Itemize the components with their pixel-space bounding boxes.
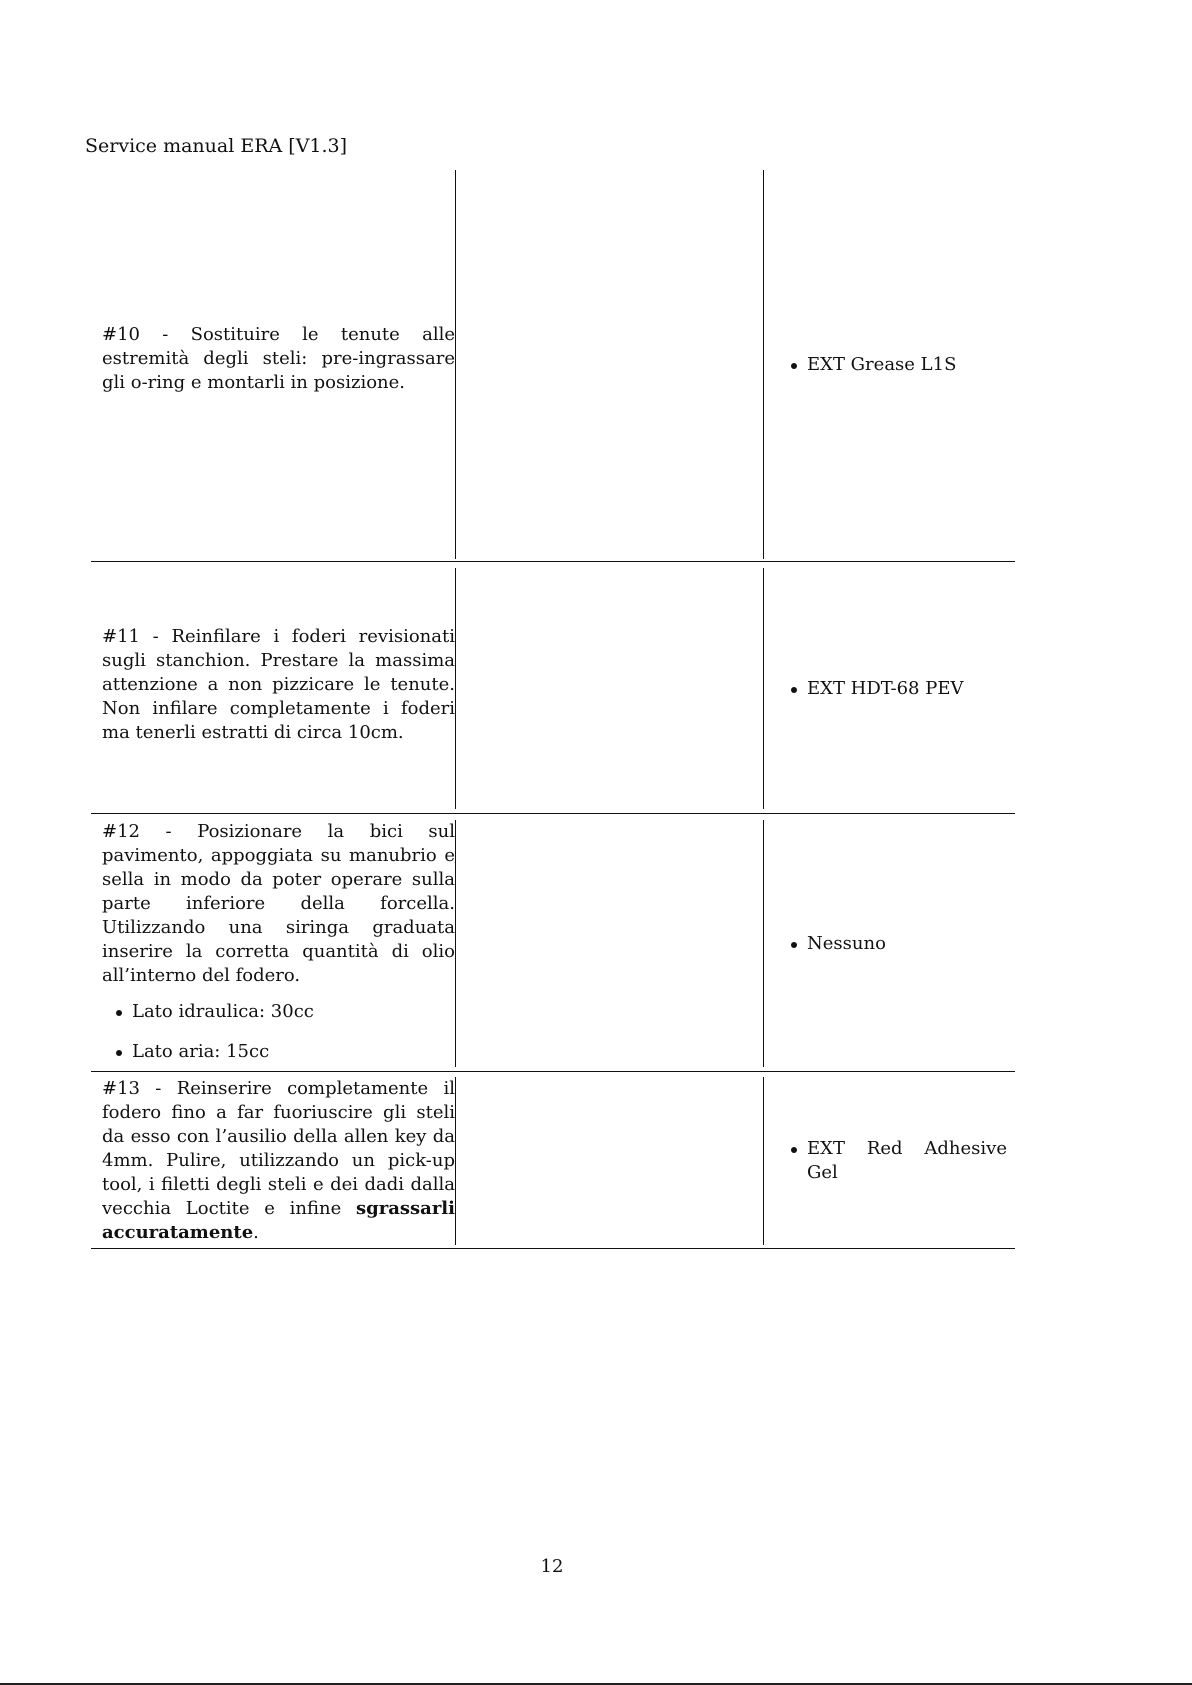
step-row [91, 568, 1015, 814]
column-divider [763, 1077, 764, 1245]
step-text: #12 - Posizionare la bici sul pavimento, appoggiata su manubrio e sella in modo da poter operare sulla parte inferiore della forcella. Utilizzando una siringa graduata inserire la corretta quantità di olio all’interno del fodero. [102, 821, 455, 986]
row-divider [91, 1248, 1015, 1249]
material-item: EXT Grease L1S [807, 353, 1007, 377]
step-description [102, 170, 455, 559]
step-text-end: . [253, 1222, 259, 1243]
materials-list [807, 932, 1007, 956]
step-text: #10 - Sostituire le tenute alle estremità degli steli: pre-ingrassare gli o-ring e montarli in posizione. [102, 323, 455, 393]
step-row [91, 170, 1015, 562]
step-bullet-list [102, 1000, 455, 1080]
row-divider [91, 813, 1015, 814]
material-item: EXT HDT-68 PEV [807, 677, 1007, 701]
column-divider [455, 820, 456, 1067]
material-item: EXT Red Adhesive Gel [807, 1138, 1007, 1183]
materials-cell [807, 568, 1007, 809]
materials-list [807, 677, 1007, 701]
materials-cell [807, 170, 1007, 559]
materials-list [807, 353, 1007, 377]
materials-cell [807, 820, 1007, 1067]
step-bullet: Lato idraulica: 30cc [132, 1000, 455, 1024]
step-bullet: Lato aria: 15cc [132, 1040, 455, 1064]
row-divider [91, 1071, 1015, 1072]
column-divider [455, 1077, 456, 1245]
step-row [91, 820, 1015, 1072]
column-divider [455, 170, 456, 559]
materials-list [807, 1137, 1007, 1185]
column-divider [763, 820, 764, 1067]
step-text: #11 - Reinfilare i foderi revisionati sugli stanchion. Prestare la massima attenzione a non pizzicare le tenute. Non infilare completamente i foderi ma tenerli estratti di circa 10cm. [102, 625, 455, 743]
page-number: 12 [540, 1556, 564, 1577]
column-divider [763, 170, 764, 559]
document-header: Service manual ERA [V1.3] [85, 135, 348, 157]
step-text-emphasis: sgrassarli accuratamente [102, 1198, 455, 1243]
step-description [102, 820, 455, 1067]
step-text [102, 1077, 455, 1245]
column-divider [763, 568, 764, 809]
step-row [91, 1077, 1015, 1249]
step-description [102, 1077, 455, 1245]
step-text-main: #13 - Reinserire completamente il fodero fino a far fuoriuscire gli steli da esso con l’ausilio della allen key da 4mm. Pulire, utilizzando un pick-up tool, i filetti degli steli e dei dadi dalla vecchia Loctite e infine [102, 1078, 455, 1219]
materials-cell [807, 1077, 1007, 1245]
material-item: Nessuno [807, 932, 1007, 956]
column-divider [455, 568, 456, 809]
step-description [102, 568, 455, 809]
row-divider [91, 561, 1015, 562]
